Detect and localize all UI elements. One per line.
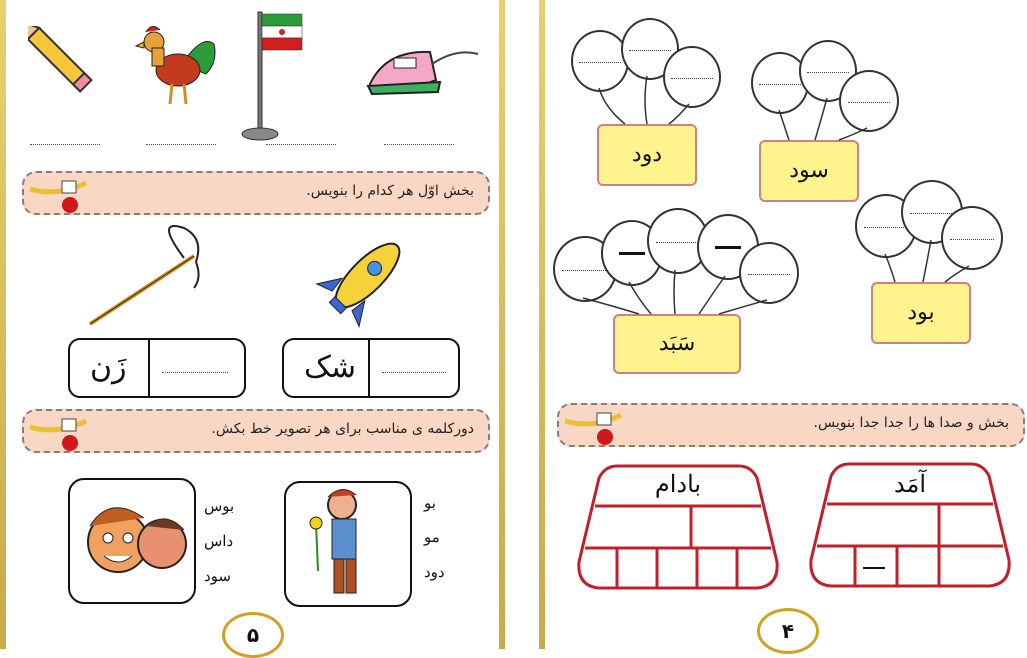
option-bu[interactable]: بو: [424, 494, 436, 512]
instruction-banner-2: [22, 409, 490, 453]
kiss-image-box: [68, 478, 196, 604]
page-number-left: ۵: [222, 612, 284, 658]
iron-icon: [366, 40, 482, 102]
answer-line-shak[interactable]: [382, 372, 446, 373]
apple-pencil-icon: [26, 413, 92, 453]
rooster-icon: [132, 14, 222, 110]
instruction-text-3: بخش و صدا ها را جدا جدا بنویس.: [813, 415, 1009, 431]
rocket-icon: [308, 224, 420, 334]
syllable-basket-amad: [805, 460, 1015, 590]
iran-flag-icon: [238, 8, 310, 142]
book-gutter: [505, 0, 539, 649]
apple-pencil-icon: [561, 407, 627, 447]
word-card-dud: دود: [597, 124, 697, 186]
syllable-basket-badam: [573, 462, 783, 592]
instruction-text-2: دورکلمه ی مناسب برای هر تصویر خط بکش.: [211, 421, 474, 437]
word-card-bud: بود: [871, 282, 971, 344]
instruction-text-1: بخش اوّل هر کدام را بنویس.: [306, 183, 474, 199]
option-das[interactable]: داس: [204, 532, 234, 550]
page-number-right: ۴: [757, 608, 819, 654]
man-smelling-flower-icon: [286, 483, 410, 605]
option-dud[interactable]: دود: [424, 563, 445, 581]
basket-word-badam: بادام: [654, 470, 702, 498]
instruction-banner-1: [22, 171, 490, 215]
kiss-faces-icon: [70, 480, 194, 602]
basket-word-amad: آمَد: [893, 470, 927, 498]
instruction-banner-3: [557, 403, 1025, 447]
left-page: [0, 0, 505, 649]
option-mu[interactable]: مو: [424, 528, 440, 546]
answer-line-zan[interactable]: [162, 372, 228, 373]
answer-line-flag[interactable]: [266, 144, 336, 145]
word-card-sabad: سَبَد: [613, 314, 741, 374]
word-box-shak: [282, 338, 460, 398]
answer-line-pencil[interactable]: [30, 144, 100, 145]
apple-pencil-icon: [26, 175, 92, 215]
right-page: [539, 0, 1027, 649]
word-zan: زَن: [90, 350, 127, 385]
word-box-zan: [68, 338, 246, 398]
answer-line-iron[interactable]: [384, 144, 454, 145]
answer-line-rooster[interactable]: [146, 144, 216, 145]
word-shak: شک: [304, 350, 356, 385]
needle-icon: [84, 218, 214, 330]
smell-flower-image-box: [284, 481, 412, 607]
pencil-icon: [28, 26, 104, 106]
option-sud[interactable]: سود: [204, 567, 231, 585]
balloon-strings: [539, 0, 1027, 320]
word-card-sud: سود: [759, 140, 859, 202]
left-page-border: [0, 0, 6, 649]
option-bus[interactable]: بوس: [204, 497, 235, 515]
